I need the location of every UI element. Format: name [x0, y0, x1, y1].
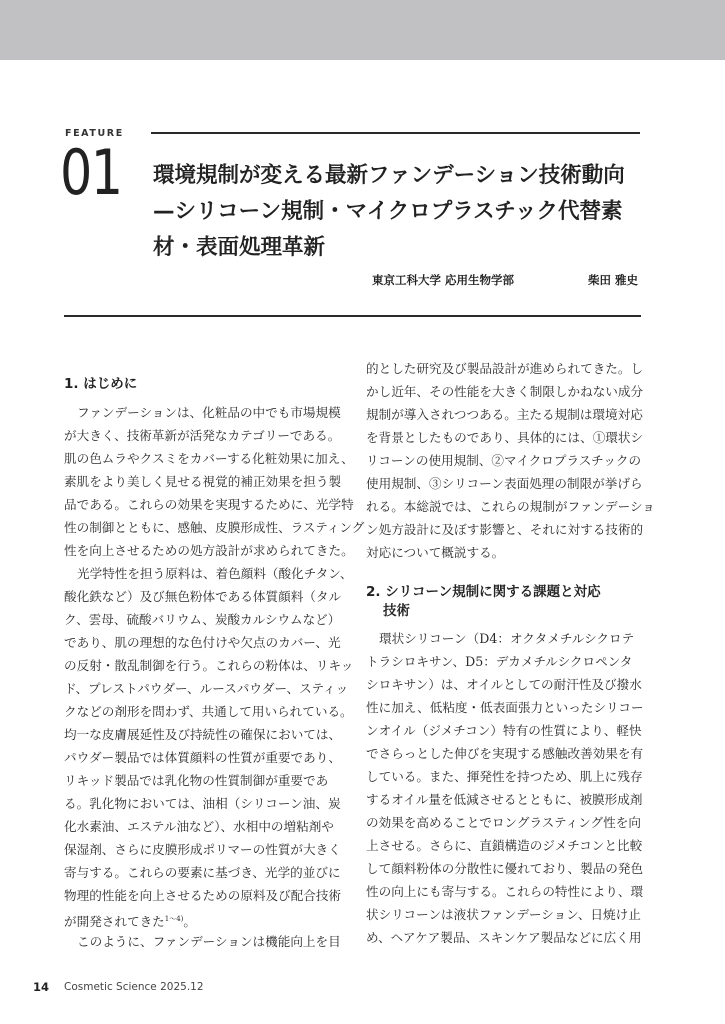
- body-text-line: [366, 385, 643, 399]
- body-text-line: [64, 636, 344, 650]
- body-text: 性の向上にも寄与する。これらの特性により、環: [366, 884, 644, 899]
- body-text: クなどの剤形を問わず、共通して用いられている。: [64, 704, 353, 719]
- body-text: 状シリコーンは液状ファンデーション、日焼け止: [366, 907, 641, 922]
- body-text-line: [64, 429, 344, 443]
- body-text: 寄与する。これらの要素に基づき、光学的並びに: [64, 865, 341, 880]
- body-text-line: [366, 431, 643, 445]
- body-text: を背景としたものであり、具体的には、①環状シ: [366, 430, 644, 445]
- title-line: 材・表面処理革新: [153, 235, 326, 260]
- body-text-line: [366, 499, 655, 514]
- body-text-line: [366, 862, 643, 876]
- body-text: の効果を高めることでロングラスティング性を向: [366, 815, 641, 830]
- body-text: かし近年、その性能を大きく制限しかねない成分: [366, 384, 644, 399]
- header-rule-bottom: [64, 315, 641, 317]
- body-text-line: [64, 797, 344, 811]
- body-text: め、ヘアケア製品、スキンケア製品などに広く用: [366, 930, 642, 945]
- title-line: 環境規制が変える最新ファンデーション技術動向: [153, 163, 625, 188]
- body-text: 的とした研究及び製品設計が進められてきた。し: [366, 361, 644, 376]
- body-text: このように、ファンデーションは機能向上を目: [77, 934, 341, 949]
- body-text: 均一な皮膚展延性及び持続性の確保においては、: [64, 727, 342, 742]
- body-text-line: [366, 816, 643, 830]
- body-text-line: [64, 843, 344, 857]
- body-text-line: [64, 728, 344, 742]
- body-text: 品である。これらの効果を実現するために、光学特: [64, 497, 354, 512]
- body-text-line: [366, 885, 643, 899]
- author-affiliation: 東京工科大学 応用生物学部: [372, 273, 515, 287]
- body-text-line: [366, 632, 656, 646]
- body-text-line: [64, 590, 344, 604]
- body-text: 上させる。さらに、直鎖構造のジメチコンと比較: [366, 838, 643, 853]
- body-text: 規制が導入されつつある。主たる規制は環境対応: [366, 407, 643, 422]
- page-number: 14: [33, 980, 50, 994]
- body-text-line: [366, 678, 643, 692]
- body-text: ファンデーションは、化粧品の中でも市場規模: [77, 405, 341, 420]
- body-text-line: [64, 543, 354, 558]
- body-text: して顔料粉体の分散性に優れており、製品の発色: [366, 861, 644, 876]
- byline: [372, 272, 638, 288]
- body-text: 性を向上させるための処方設計が求められてきた。: [64, 543, 354, 558]
- body-text: ク、雲母、硫酸バリウム、炭酸カルシウムなど）: [64, 612, 341, 627]
- body-text: ド、プレストパウダー、ルースパウダー、スティッ: [64, 681, 349, 696]
- article-title: [153, 158, 653, 266]
- body-text: リキッド製品では乳化物の性質制御が重要であ: [64, 773, 329, 788]
- body-text-line: [366, 724, 643, 738]
- body-text-line: [64, 451, 354, 466]
- body-text: る。乳化物においては、油相（シリコーン油、炭: [64, 796, 341, 811]
- body-text-line: [366, 362, 643, 376]
- body-text: が開発されてきた: [64, 914, 165, 929]
- body-text: 対応について概説する。: [366, 545, 505, 560]
- body-text: 保湿剤、さらに皮膜形成ポリマーの性質が大きく: [64, 842, 341, 857]
- body-text-line: [366, 931, 643, 945]
- body-text-line: [64, 475, 344, 489]
- body-text: 環状シリコーン（D4：オクタメチルシクロテ: [379, 631, 635, 646]
- body-text: でさらっとした伸びを実現する感触改善効果を有: [366, 746, 644, 761]
- feature-number: 01: [60, 136, 122, 209]
- section-heading-1: 1. はじめに: [64, 376, 138, 392]
- body-text: 酸化鉄など）及び無色粉体である体質顔料（タル: [64, 589, 342, 604]
- body-text: ンオイル（ジメチコン）特有の性質により、軽快: [366, 723, 642, 738]
- body-text: であり、肌の理想的な色付けや欠点のカバー、光: [64, 635, 341, 650]
- body-text: れる。本総説では、これらの規制がファンデーショ: [366, 499, 655, 514]
- body-text-line: [366, 655, 643, 669]
- feature-label: FEATURE: [65, 128, 124, 139]
- body-text-line: [366, 523, 643, 537]
- body-text: 光学特性を担う原料は、着色顔料（酸化チタン、: [77, 566, 353, 581]
- body-text: 肌の色ムラやクスミをカバーする化粧効果に加え、: [64, 451, 354, 466]
- body-text-line: [64, 681, 349, 696]
- body-text-line: [64, 820, 344, 834]
- body-text-line: [64, 935, 357, 949]
- body-text-line: [366, 770, 643, 784]
- body-text-line: [64, 658, 354, 673]
- section-heading-2: 2. シリコーン規制に関する課題と対応: [366, 584, 601, 600]
- body-text: 素肌をより美しく見せる視覚的補正効果を担う製: [64, 474, 342, 489]
- reference-tail: 。: [183, 914, 196, 929]
- body-text: シロキサン）は、オイルとしての耐汗性及び撥水: [366, 677, 642, 692]
- body-text-line: [64, 406, 357, 420]
- body-text-line: [366, 747, 643, 761]
- body-text: 化水素油、エステル油など）、水相中の増粘剤や: [64, 819, 334, 834]
- body-text: 性に加え、低粘度・低表面張力といったシリコー: [366, 700, 644, 715]
- body-text: の反射・散乱制御を行う。これらの粉体は、リキッ: [64, 658, 354, 673]
- journal-name: Cosmetic Science 2025.12: [64, 981, 204, 993]
- body-text-line: [64, 866, 344, 880]
- body-text-line: [64, 704, 353, 719]
- body-text: 使用規制、③シリコーン表面処理の制限が挙げら: [366, 476, 643, 491]
- body-text-line: [64, 751, 344, 765]
- body-text: が大きく、技術革新が活発なカテゴリーである。: [64, 428, 341, 443]
- body-text-line: [64, 912, 344, 929]
- body-text-line: [366, 454, 643, 468]
- body-text: 物理的性能を向上させるための原料及び配合技術: [64, 888, 342, 903]
- title-line: —シリコーン規制・マイクロプラスチック代替素: [153, 199, 623, 224]
- body-text: するオイル量を低減させるとともに、被膜形成剤: [366, 792, 643, 807]
- top-band: [0, 0, 725, 60]
- body-text: 性の制御とともに、感触、皮膜形成性、ラスティング: [64, 520, 365, 535]
- body-text-line: [64, 567, 357, 581]
- body-text-line: [366, 839, 643, 853]
- body-text: パウダー製品では体質顔料の性質が重要であり、: [64, 750, 341, 765]
- body-text: している。また、揮発性を持つため、肌上に残存: [366, 769, 643, 784]
- body-text-line: [64, 889, 344, 903]
- body-text-line: [366, 793, 643, 807]
- body-text-line: [366, 477, 643, 491]
- author-name: 柴田 雅史: [587, 273, 638, 287]
- body-text-line: [64, 497, 354, 512]
- body-text-line: [366, 546, 643, 560]
- body-text-line: [64, 613, 344, 627]
- body-text-line: [64, 520, 365, 535]
- body-text-line: [366, 908, 643, 922]
- body-text-line: [64, 774, 344, 788]
- body-text-line: [366, 701, 643, 715]
- reference-superscript: 1～4): [164, 915, 184, 923]
- body-text: ン処方設計に及ぼす影響と、それに対する技術的: [366, 522, 644, 537]
- header-rule-top: [151, 132, 640, 134]
- body-text: リコーンの使用規制、②マイクロプラスチックの: [366, 453, 642, 468]
- body-text: トラシロキサン、D5：デカメチルシクロペンタ: [366, 654, 633, 669]
- section-heading-2-cont: 技術: [383, 603, 410, 619]
- body-text-line: [366, 408, 643, 422]
